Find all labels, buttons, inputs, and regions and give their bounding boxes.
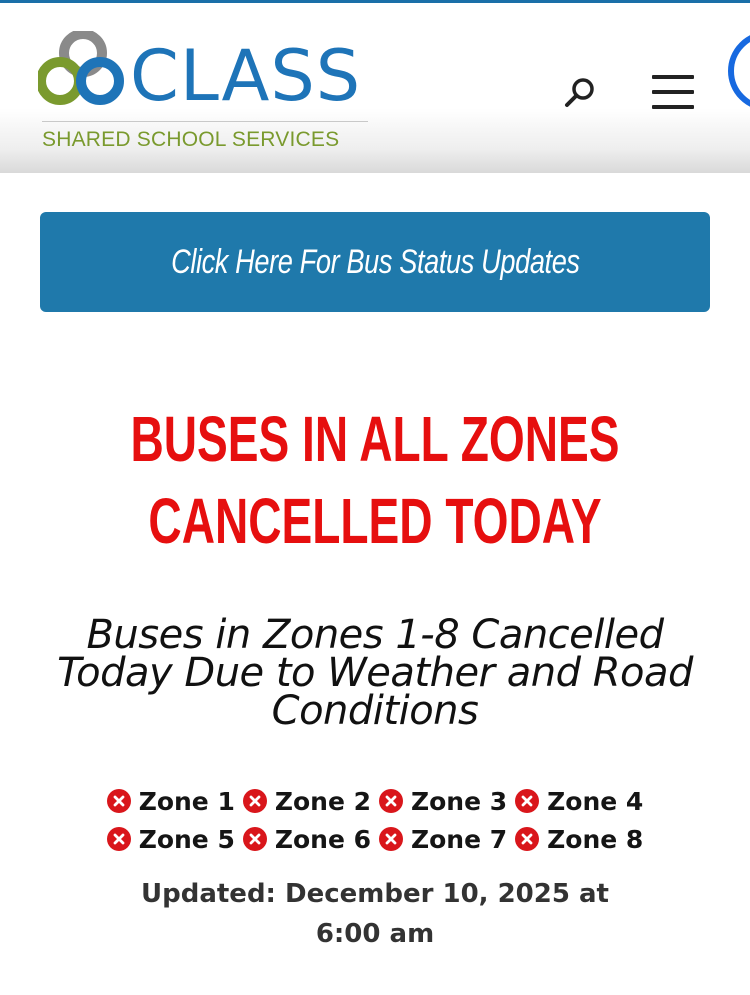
hamburger-menu-icon bbox=[652, 75, 694, 79]
hamburger-menu-bar bbox=[652, 105, 694, 109]
zone-item-1 bbox=[107, 787, 235, 816]
x-circle-icon bbox=[107, 789, 131, 813]
zone-status-list bbox=[0, 782, 750, 858]
zone-label: Zone 6 bbox=[274, 824, 371, 854]
zone-row bbox=[0, 782, 750, 820]
cancellation-alert-heading bbox=[0, 398, 750, 562]
x-circle-icon bbox=[243, 789, 267, 813]
hamburger-menu-bar bbox=[652, 90, 694, 94]
x-circle-icon bbox=[515, 789, 539, 813]
x-circle-icon bbox=[107, 827, 131, 851]
hamburger-menu-button[interactable] bbox=[648, 71, 698, 115]
accessibility-button[interactable] bbox=[728, 31, 750, 111]
zone-label: Zone 3 bbox=[411, 786, 508, 816]
logo-rings-icon bbox=[38, 31, 128, 115]
x-circle-icon bbox=[379, 827, 403, 851]
zone-item-6 bbox=[243, 825, 371, 854]
zone-item-5 bbox=[107, 825, 235, 854]
bus-status-button-label: Click Here For Bus Status Updates bbox=[170, 242, 580, 281]
last-updated-text: Updated: December 10, 2025 at 6:00 am bbox=[141, 879, 609, 949]
zone-item-3 bbox=[379, 787, 507, 816]
site-header bbox=[0, 3, 750, 173]
zone-label: Zone 7 bbox=[411, 824, 508, 854]
x-circle-icon bbox=[515, 827, 539, 851]
zone-label: Zone 8 bbox=[547, 824, 644, 854]
zone-row bbox=[0, 820, 750, 858]
search-icon bbox=[560, 73, 600, 113]
zone-label: Zone 5 bbox=[138, 824, 235, 854]
alert-line: CANCELLED TODAY bbox=[148, 485, 602, 557]
logo-divider bbox=[42, 121, 368, 122]
zone-item-2 bbox=[243, 787, 371, 816]
search-button[interactable] bbox=[560, 73, 600, 113]
x-circle-icon bbox=[379, 789, 403, 813]
logo-tagline: SHARED SCHOOL SERVICES bbox=[42, 128, 340, 151]
alert-line: BUSES IN ALL ZONES bbox=[130, 403, 620, 475]
zone-item-4 bbox=[515, 787, 643, 816]
zone-label: Zone 1 bbox=[138, 786, 235, 816]
cancellation-subtitle: Buses in Zones 1-8 Cancelled Today Due to Weather and Road Conditions bbox=[57, 612, 693, 734]
zone-label: Zone 4 bbox=[547, 786, 644, 816]
class-logo[interactable] bbox=[38, 29, 378, 159]
zone-item-7 bbox=[379, 825, 507, 854]
zone-item-8 bbox=[515, 825, 643, 854]
x-circle-icon bbox=[243, 827, 267, 851]
bus-status-button[interactable] bbox=[40, 212, 710, 312]
zone-label: Zone 2 bbox=[274, 786, 371, 816]
logo-wordmark: CLASS bbox=[130, 35, 362, 117]
